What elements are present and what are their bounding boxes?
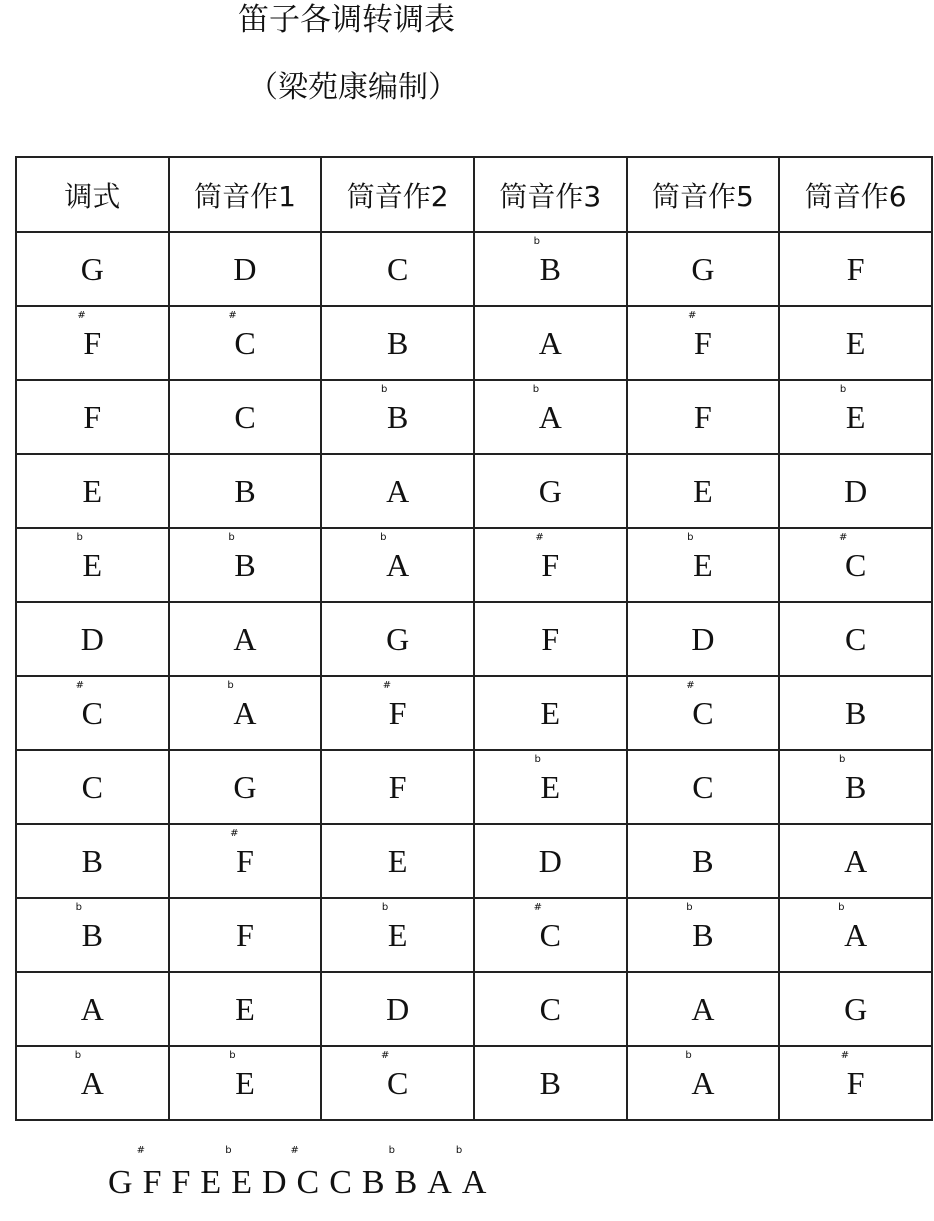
note-letter: F [846, 250, 865, 287]
note [388, 1145, 418, 1206]
accidental-mark: b [229, 1049, 236, 1061]
note-letter: G [538, 472, 562, 509]
note [844, 843, 867, 880]
note-letter: C [386, 1064, 409, 1101]
table-cell [169, 824, 322, 898]
table-cell [169, 380, 322, 454]
note-letter: B [539, 1064, 561, 1101]
note [388, 843, 408, 880]
note [262, 1160, 287, 1206]
table-cell [169, 232, 322, 306]
note-letter: B [386, 324, 409, 361]
note [75, 679, 103, 732]
note [389, 769, 407, 806]
note [75, 901, 103, 954]
table-cell [627, 380, 780, 454]
column-header: 筒音作5 [627, 157, 780, 232]
note [685, 1049, 715, 1102]
table-cell [627, 306, 780, 380]
note [846, 325, 866, 362]
accidental-mark: b [685, 1049, 692, 1061]
table-cell [169, 972, 322, 1046]
accidental-mark: # [533, 901, 543, 913]
accidental-mark: # [382, 679, 392, 691]
table-cell [779, 454, 932, 528]
table-cell [321, 232, 474, 306]
note-letter: B [692, 916, 714, 953]
table-cell [321, 898, 474, 972]
table-cell [321, 306, 474, 380]
accidental-mark: # [535, 531, 544, 543]
accidental-mark: b [532, 383, 540, 395]
table-cell [474, 380, 627, 454]
note-letter: C [296, 1164, 320, 1201]
note [382, 679, 407, 732]
note-letter: E [387, 842, 408, 879]
note-letter: F [236, 842, 254, 879]
table-cell [16, 602, 169, 676]
accidental-mark: # [230, 827, 239, 839]
transposition-table [15, 156, 933, 1121]
table-cell [16, 454, 169, 528]
note [233, 251, 256, 288]
note-letter: G [80, 250, 104, 287]
note [228, 309, 256, 362]
note-letter: B [81, 842, 103, 879]
table-cell [779, 972, 932, 1046]
accidental-mark: b [380, 531, 387, 543]
note-letter: E [845, 324, 866, 361]
note [234, 399, 255, 436]
note [82, 769, 103, 806]
table-cell [779, 528, 932, 602]
table-cell [16, 898, 169, 972]
table-row [16, 528, 932, 602]
table-cell [474, 454, 627, 528]
note-letter: F [694, 324, 712, 361]
table-cell [627, 1046, 780, 1120]
note [233, 769, 256, 806]
table-cell [779, 676, 932, 750]
table-cell [474, 1046, 627, 1120]
note-letter: G [386, 620, 410, 657]
note-letter: D [538, 842, 562, 879]
note [533, 901, 561, 954]
note [838, 901, 868, 954]
note [230, 827, 254, 880]
note [228, 531, 256, 584]
note [83, 473, 103, 510]
accidental-mark: b [381, 901, 389, 913]
note [845, 621, 866, 658]
note [686, 679, 714, 732]
note [838, 753, 867, 806]
table-row [16, 898, 932, 972]
note-letter: B [361, 1164, 385, 1201]
note [227, 679, 257, 732]
table-cell [627, 972, 780, 1046]
note-letter: E [693, 472, 713, 509]
note [387, 251, 408, 288]
note-letter: D [844, 472, 868, 509]
accidental-mark: # [688, 309, 697, 321]
note [539, 843, 562, 880]
note-letter: E [540, 768, 561, 805]
note [847, 251, 865, 288]
note [539, 325, 562, 362]
table-cell [169, 898, 322, 972]
note-letter: B [234, 472, 256, 509]
note [693, 473, 713, 510]
note-letter: E [235, 990, 255, 1027]
table-row [16, 380, 932, 454]
note-letter: E [82, 546, 103, 583]
note [77, 309, 102, 362]
note [83, 399, 101, 436]
page-subtitle: （梁苑康编制） [248, 70, 458, 105]
accidental-mark: b [534, 753, 541, 765]
note [844, 473, 867, 510]
note [82, 843, 103, 880]
note [234, 473, 255, 510]
table-cell [321, 824, 474, 898]
table-cell [474, 232, 627, 306]
column-header: 筒音作2 [321, 157, 474, 232]
table-cell [627, 750, 780, 824]
note [839, 383, 866, 436]
note-letter: E [82, 472, 103, 509]
note-letter: C [234, 398, 256, 435]
note [534, 753, 561, 806]
note-letter: F [846, 1064, 865, 1101]
note-letter: C [81, 694, 103, 731]
note [692, 843, 713, 880]
table-cell [321, 528, 474, 602]
table-cell [169, 750, 322, 824]
note [535, 531, 560, 584]
note-letter: F [694, 398, 712, 435]
note [694, 399, 712, 436]
table-cell [779, 306, 932, 380]
table-cell [169, 528, 322, 602]
table-cell [16, 1046, 169, 1120]
note [233, 621, 256, 658]
accidental-mark: b [74, 1049, 82, 1061]
table-cell [321, 602, 474, 676]
column-header: 筒音作1 [169, 157, 322, 232]
note [236, 917, 254, 954]
note-letter: E [200, 1164, 222, 1201]
note-letter: E [845, 398, 866, 435]
accidental-mark: b [838, 753, 846, 765]
table-cell [16, 232, 169, 306]
note-letter: G [844, 990, 868, 1027]
table-cell [779, 750, 932, 824]
table-row [16, 972, 932, 1046]
table-cell [16, 528, 169, 602]
accidental-mark: b [686, 901, 693, 913]
table-cell [627, 602, 780, 676]
note-letter: B [394, 1164, 418, 1201]
note-letter: B [692, 842, 714, 879]
note-letter: A [844, 916, 868, 953]
note [235, 991, 255, 1028]
accidental-mark: b [228, 531, 235, 543]
note-letter: D [233, 250, 257, 287]
table-cell [16, 306, 169, 380]
table-body [16, 232, 932, 1120]
note-letter: C [844, 546, 867, 583]
note [136, 1145, 162, 1206]
table-cell [169, 454, 322, 528]
note [455, 1145, 487, 1206]
accidental-mark: b [388, 1145, 395, 1156]
table-cell [627, 824, 780, 898]
accidental-mark: # [75, 679, 85, 691]
accidental-mark: b [455, 1145, 463, 1156]
note-letter: F [541, 620, 560, 657]
note [427, 1160, 452, 1206]
table-cell [627, 528, 780, 602]
table-row [16, 676, 932, 750]
note-letter: F [83, 324, 102, 361]
column-header: 调式 [16, 157, 169, 232]
note-letter: A [80, 1064, 104, 1101]
table-cell [474, 898, 627, 972]
note [533, 235, 561, 288]
note [81, 621, 104, 658]
table-cell [321, 750, 474, 824]
note [380, 383, 409, 436]
table-cell [169, 1046, 322, 1120]
table-cell [474, 602, 627, 676]
accidental-mark: b [225, 1145, 232, 1156]
note [171, 1160, 190, 1206]
note [386, 991, 409, 1028]
note-letter: A [427, 1164, 452, 1201]
note [844, 991, 867, 1028]
note [541, 621, 559, 658]
note-letter: B [539, 250, 561, 287]
note [381, 901, 408, 954]
table-row [16, 602, 932, 676]
note [838, 531, 867, 584]
table-cell [321, 676, 474, 750]
accidental-mark: # [380, 1049, 390, 1061]
table-header-row [16, 157, 932, 232]
accidental-mark: b [838, 901, 845, 913]
table-cell [627, 454, 780, 528]
table-cell [16, 380, 169, 454]
note-letter: G [108, 1164, 133, 1201]
accidental-mark: b [380, 383, 388, 395]
accidental-mark: # [290, 1145, 299, 1156]
note-letter: C [539, 990, 561, 1027]
note-letter: D [80, 620, 104, 657]
note-letter: C [386, 250, 409, 287]
table-row [16, 232, 932, 306]
note-letter: B [386, 398, 409, 435]
note [108, 1160, 133, 1206]
table-row [16, 306, 932, 380]
note [290, 1145, 320, 1206]
table-cell [474, 306, 627, 380]
table-cell [474, 750, 627, 824]
note-letter: C [692, 768, 714, 805]
table-cell [321, 1046, 474, 1120]
accidental-mark: # [838, 531, 848, 543]
note-letter: A [538, 324, 562, 361]
note [532, 383, 562, 436]
table-cell [779, 380, 932, 454]
table-cell [16, 972, 169, 1046]
note-letter: E [231, 1164, 252, 1201]
note-letter: E [387, 916, 408, 953]
note [362, 1160, 385, 1206]
note [688, 309, 712, 362]
note-letter: E [540, 694, 561, 731]
table-row [16, 824, 932, 898]
note-letter: D [386, 990, 410, 1027]
accidental-mark: # [228, 309, 237, 321]
table-cell [474, 528, 627, 602]
note-letter: A [386, 472, 410, 509]
note-letter: F [541, 546, 560, 583]
note-letter: A [233, 694, 257, 731]
note-letter: A [538, 398, 562, 435]
note-letter: C [692, 694, 714, 731]
note [686, 901, 714, 954]
accidental-mark: b [839, 383, 847, 395]
table-cell [779, 824, 932, 898]
note-letter: C [81, 768, 103, 805]
note [845, 695, 866, 732]
note [200, 1160, 221, 1206]
note-letter: F [388, 768, 407, 805]
table-row [16, 1046, 932, 1120]
table-cell [474, 972, 627, 1046]
note [81, 991, 104, 1028]
note-letter: D [261, 1164, 287, 1201]
note-letter: A [233, 620, 257, 657]
table-cell [321, 380, 474, 454]
note-letter: F [171, 1164, 191, 1201]
note [81, 251, 104, 288]
note-letter: A [461, 1164, 487, 1201]
table-cell [779, 898, 932, 972]
note-letter: B [81, 916, 103, 953]
column-header: 筒音作3 [474, 157, 627, 232]
note-letter: A [844, 842, 868, 879]
note-letter: F [388, 694, 407, 731]
note [692, 769, 713, 806]
table-cell [169, 306, 322, 380]
note [76, 531, 103, 584]
accidental-mark: b [687, 531, 694, 543]
note [540, 991, 561, 1028]
table-cell [169, 676, 322, 750]
table-cell [16, 750, 169, 824]
note-letter: F [142, 1164, 162, 1201]
table-cell [779, 1046, 932, 1120]
note [691, 991, 714, 1028]
note-letter: C [539, 916, 561, 953]
accidental-mark: # [686, 679, 695, 691]
table-row [16, 750, 932, 824]
note [380, 531, 410, 584]
table-cell [779, 232, 932, 306]
table-cell [321, 454, 474, 528]
note [691, 621, 714, 658]
table-cell [16, 676, 169, 750]
chromatic-scale-line [108, 1145, 496, 1206]
note-letter: G [691, 250, 715, 287]
note [539, 473, 562, 510]
note-letter: B [234, 546, 256, 583]
note [329, 1160, 352, 1206]
table-cell [474, 676, 627, 750]
accidental-mark: # [77, 309, 86, 321]
note-letter: C [844, 620, 867, 657]
note [540, 1065, 561, 1102]
note-letter: D [691, 620, 715, 657]
note-letter: A [691, 1064, 715, 1101]
table-cell [627, 676, 780, 750]
table-cell [169, 602, 322, 676]
note-letter: E [235, 1064, 255, 1101]
note-letter: A [691, 990, 715, 1027]
note-letter: F [236, 916, 254, 953]
note [74, 1049, 104, 1102]
note [840, 1049, 865, 1102]
table-cell [627, 898, 780, 972]
table-cell [16, 824, 169, 898]
note-letter: E [693, 546, 713, 583]
accidental-mark: b [76, 531, 83, 543]
note [691, 251, 714, 288]
note [229, 1049, 255, 1102]
note [386, 621, 409, 658]
table-cell [321, 972, 474, 1046]
table-cell [779, 602, 932, 676]
note [225, 1145, 252, 1206]
note [687, 531, 713, 584]
note-letter: C [329, 1164, 352, 1201]
note-letter: A [386, 546, 410, 583]
accidental-mark: b [533, 235, 540, 247]
table-row [16, 454, 932, 528]
accidental-mark: # [136, 1145, 145, 1156]
note-letter: B [844, 768, 867, 805]
note-letter: A [80, 990, 104, 1027]
table-cell [474, 824, 627, 898]
column-header: 筒音作6 [779, 157, 932, 232]
table-cell [627, 232, 780, 306]
accidental-mark: b [227, 679, 234, 691]
note-letter: C [234, 324, 256, 361]
accidental-mark: # [840, 1049, 850, 1061]
note [387, 325, 408, 362]
page-title: 笛子各调转调表 [238, 2, 455, 38]
note [386, 473, 409, 510]
note-letter: B [844, 694, 867, 731]
note-letter: G [233, 768, 257, 805]
note [541, 695, 561, 732]
note-letter: F [83, 398, 102, 435]
note [380, 1049, 409, 1102]
accidental-mark: b [75, 901, 83, 913]
